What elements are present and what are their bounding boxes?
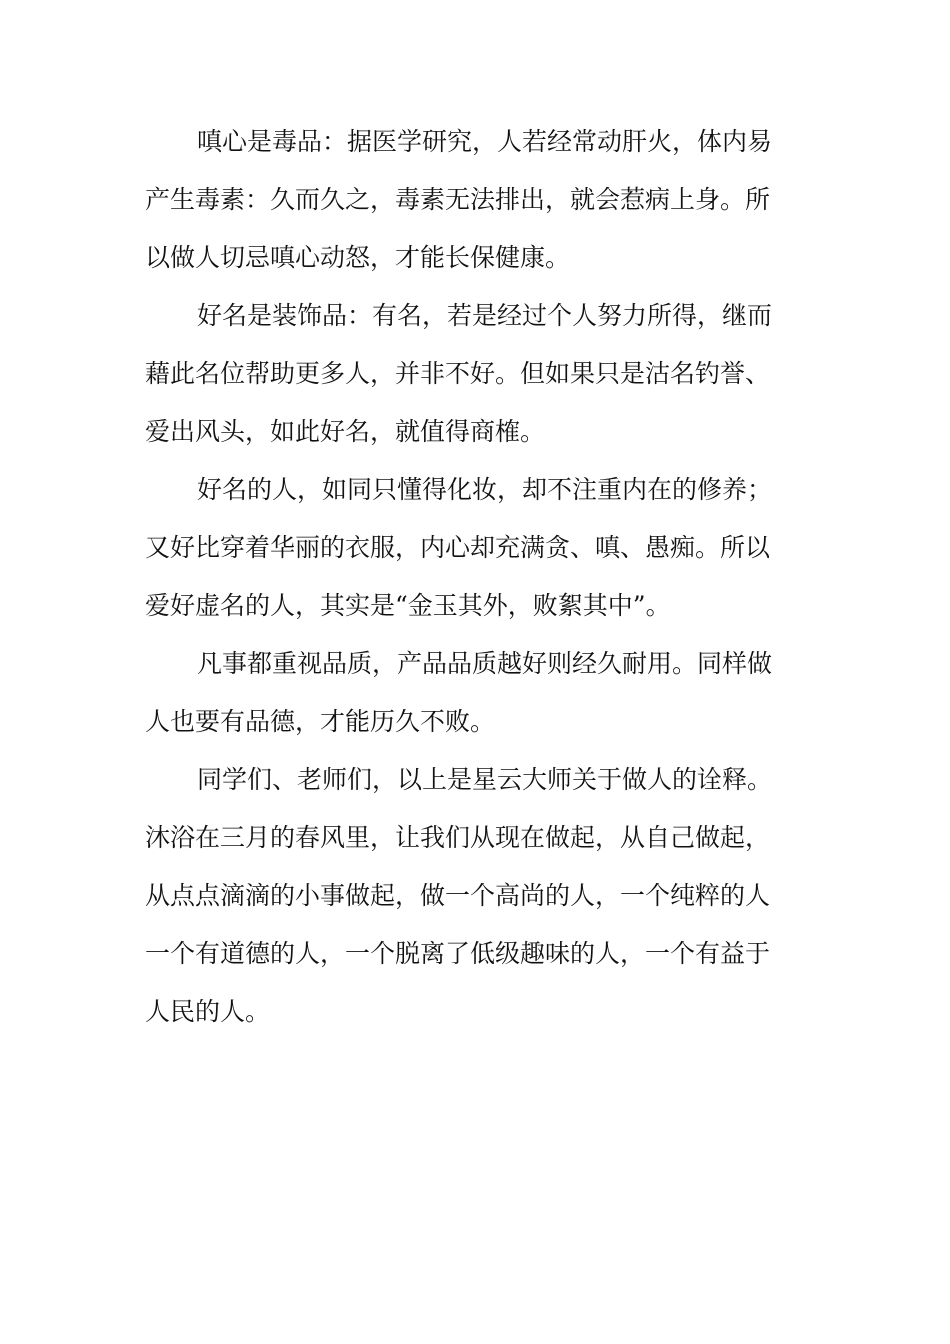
paragraph [145,751,807,1041]
text-line: 同学们、老师们，以上是星云大师关于做人的诠释。 [197,765,773,794]
text-line: 好名的人，如同只懂得化妆，却不注重内在的修养； [197,475,773,504]
text-line: 人也要有品德，才能历久不败。 [145,707,496,736]
text-line: 人民的人。 [145,997,271,1026]
text-line: 藉此名位帮助更多人，并非不好。但如果只是沽名钓誉、 [145,359,771,388]
text-line: 爱出风头，如此好名，就值得商榷。 [145,417,546,446]
text-line: 爱好虚名的人，其实是“金玉其外，败絮其中”。 [145,591,671,620]
paragraph [145,461,807,635]
paragraph [145,635,807,751]
text-line: 凡事都重视品质，产品品质越好则经久耐用。同样做 [197,649,773,678]
paragraph [145,287,807,461]
text-line: 产生毒素：久而久之，毒素无法排出，就会惹病上身。所 [145,185,771,214]
text-line: 从点点滴滴的小事做起，做一个高尚的人，一个纯粹的人 [145,881,771,910]
text-line: 又好比穿着华丽的衣服，内心却充满贪、嗔、愚痴。所以 [145,533,771,562]
paragraph [145,113,807,287]
text-line: 好名是装饰品：有名，若是经过个人努力所得，继而 [197,301,773,330]
text-line: 嗔心是毒品：据医学研究，人若经常动肝火，体内易 [197,127,773,156]
text-line: 沐浴在三月的春风里，让我们从现在做起，从自己做起， [145,823,771,852]
document-body [145,113,807,1041]
text-line: 以做人切忌嗔心动怒，才能长保健康。 [145,243,571,272]
text-line: 一个有道德的人，一个脱离了低级趣味的人，一个有益于 [145,939,771,968]
